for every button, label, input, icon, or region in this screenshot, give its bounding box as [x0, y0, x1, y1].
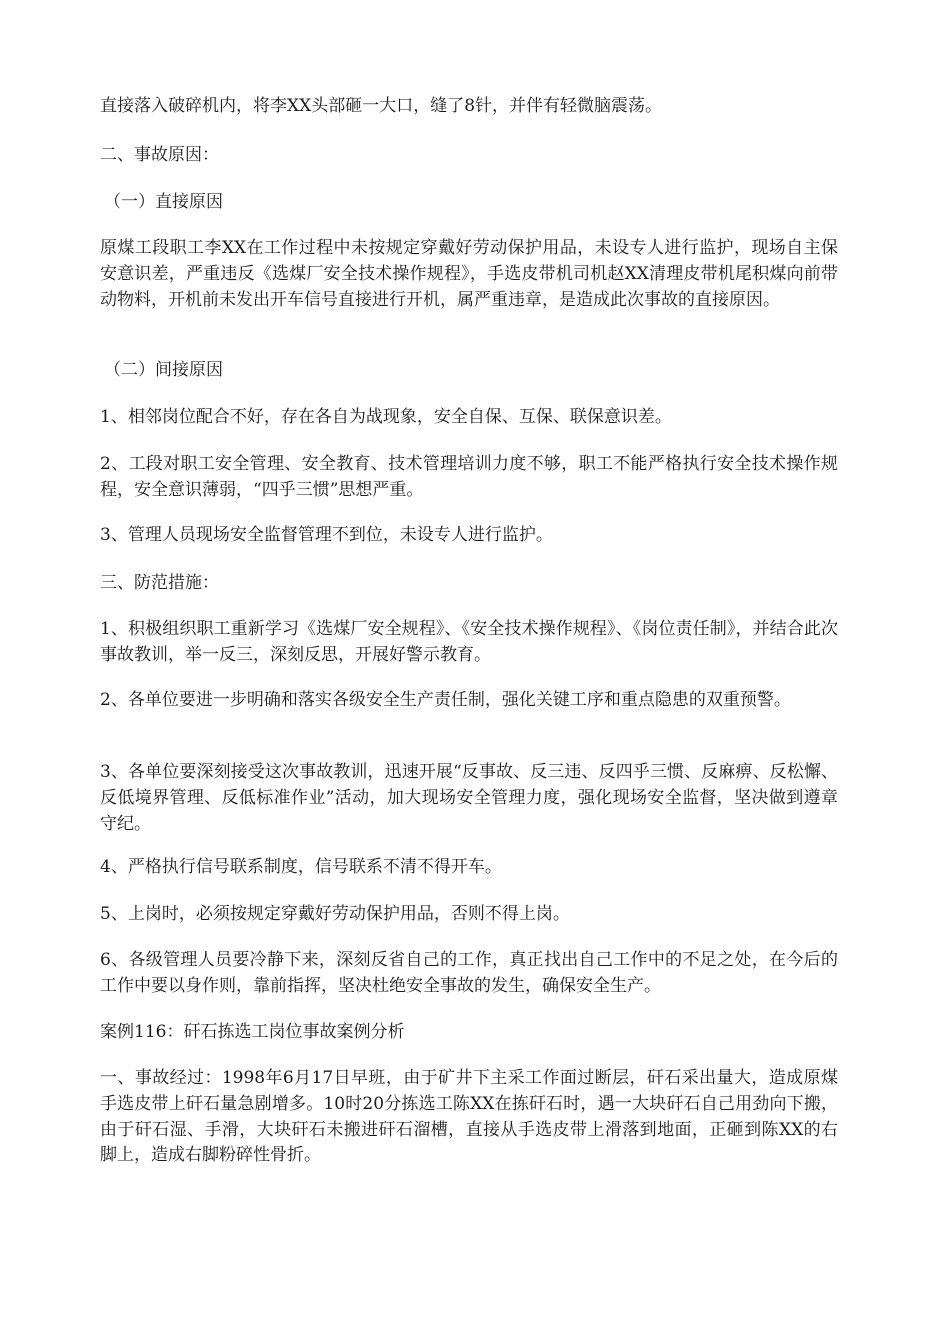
paragraph-case-accident: 一、事故经过：1998年6月17日早班，由于矿井下主采工作面过断层，矸石采出量大，造成原煤手选皮带上矸石量急剧增多。10时20分拣选工陈XX在拣矸石时，遇一大块矸石自己用劲向下搬，由于矸石湿、手滑，大块矸石未搬进矸石溜槽，直接从手选皮带上滑落到地面，正砸到陈XX的右脚上，造成右脚粉碎性骨折。	[100, 1068, 838, 1166]
list-item-measure-1: 1、积极组织职工重新学习《选煤厂安全规程》、《安全技术操作规程》、《岗位责任制》，并结合此次事故教训，举一反三，深刻反思，开展好警示教育。	[100, 619, 838, 665]
list-item-measure-3: 3、各单位要深刻接受这次事故教训，迅速开展“反事故、反三违、反四乎三惯、反麻痹、反松懈、反低境界管理、反低标准作业”活动，加大现场安全管理力度，强化现场安全监督，坚决做到遵章守纪。	[100, 762, 838, 834]
heading-preventive-measures: 三、防范措施：	[100, 573, 219, 593]
paragraph-direct-cause: 原煤工段职工李XX在工作过程中未按规定穿戴好劳动保护用品，未设专人进行监护，现场自主保安意识差，严重违反《选煤厂安全技术操作规程》，手选皮带机司机赵XX清理皮带机尾积煤向前带动物料，开机前未发出开车信号直接进行开机，属严重违章，是造成此次事故的直接原因。	[100, 238, 838, 310]
list-item-measure-6: 6、各级管理人员要冷静下来，深刻反省自己的工作，真正找出自己工作中的不足之处，在今后的工作中要以身作则，靠前指挥，坚决杜绝安全事故的发生，确保安全生产。	[100, 950, 838, 996]
subheading-direct-cause: （一）直接原因	[104, 192, 223, 212]
list-item-indirect-2: 2、工段对职工安全管理、安全教育、技术管理培训力度不够，职工不能严格执行安全技术操作规程，安全意识薄弱，“四乎三惯”思想严重。	[100, 454, 838, 500]
list-item-measure-5: 5、上岗时，必须按规定穿戴好劳动保护用品，否则不得上岗。	[100, 904, 570, 924]
paragraph-accident-continuation: 直接落入破碎机内，将李XX头部砸一大口，缝了8针，并伴有轻微脑震荡。	[100, 96, 663, 116]
case-title: 案例116：矸石拣选工岗位事故案例分析	[100, 1022, 405, 1042]
list-item-measure-2: 2、各单位要进一步明确和落实各级安全生产责任制，强化关键工序和重点隐患的双重预警。	[100, 690, 791, 710]
heading-accident-causes: 二、事故原因：	[100, 145, 219, 165]
list-item-measure-4: 4、严格执行信号联系制度，信号联系不清不得开车。	[100, 857, 502, 877]
list-item-indirect-3: 3、管理人员现场安全监督管理不到位，未设专人进行监护。	[100, 525, 553, 545]
subheading-indirect-cause: （二）间接原因	[104, 360, 223, 380]
list-item-indirect-1: 1、相邻岗位配合不好，存在各自为战现象，安全自保、互保、联保意识差。	[100, 407, 672, 427]
